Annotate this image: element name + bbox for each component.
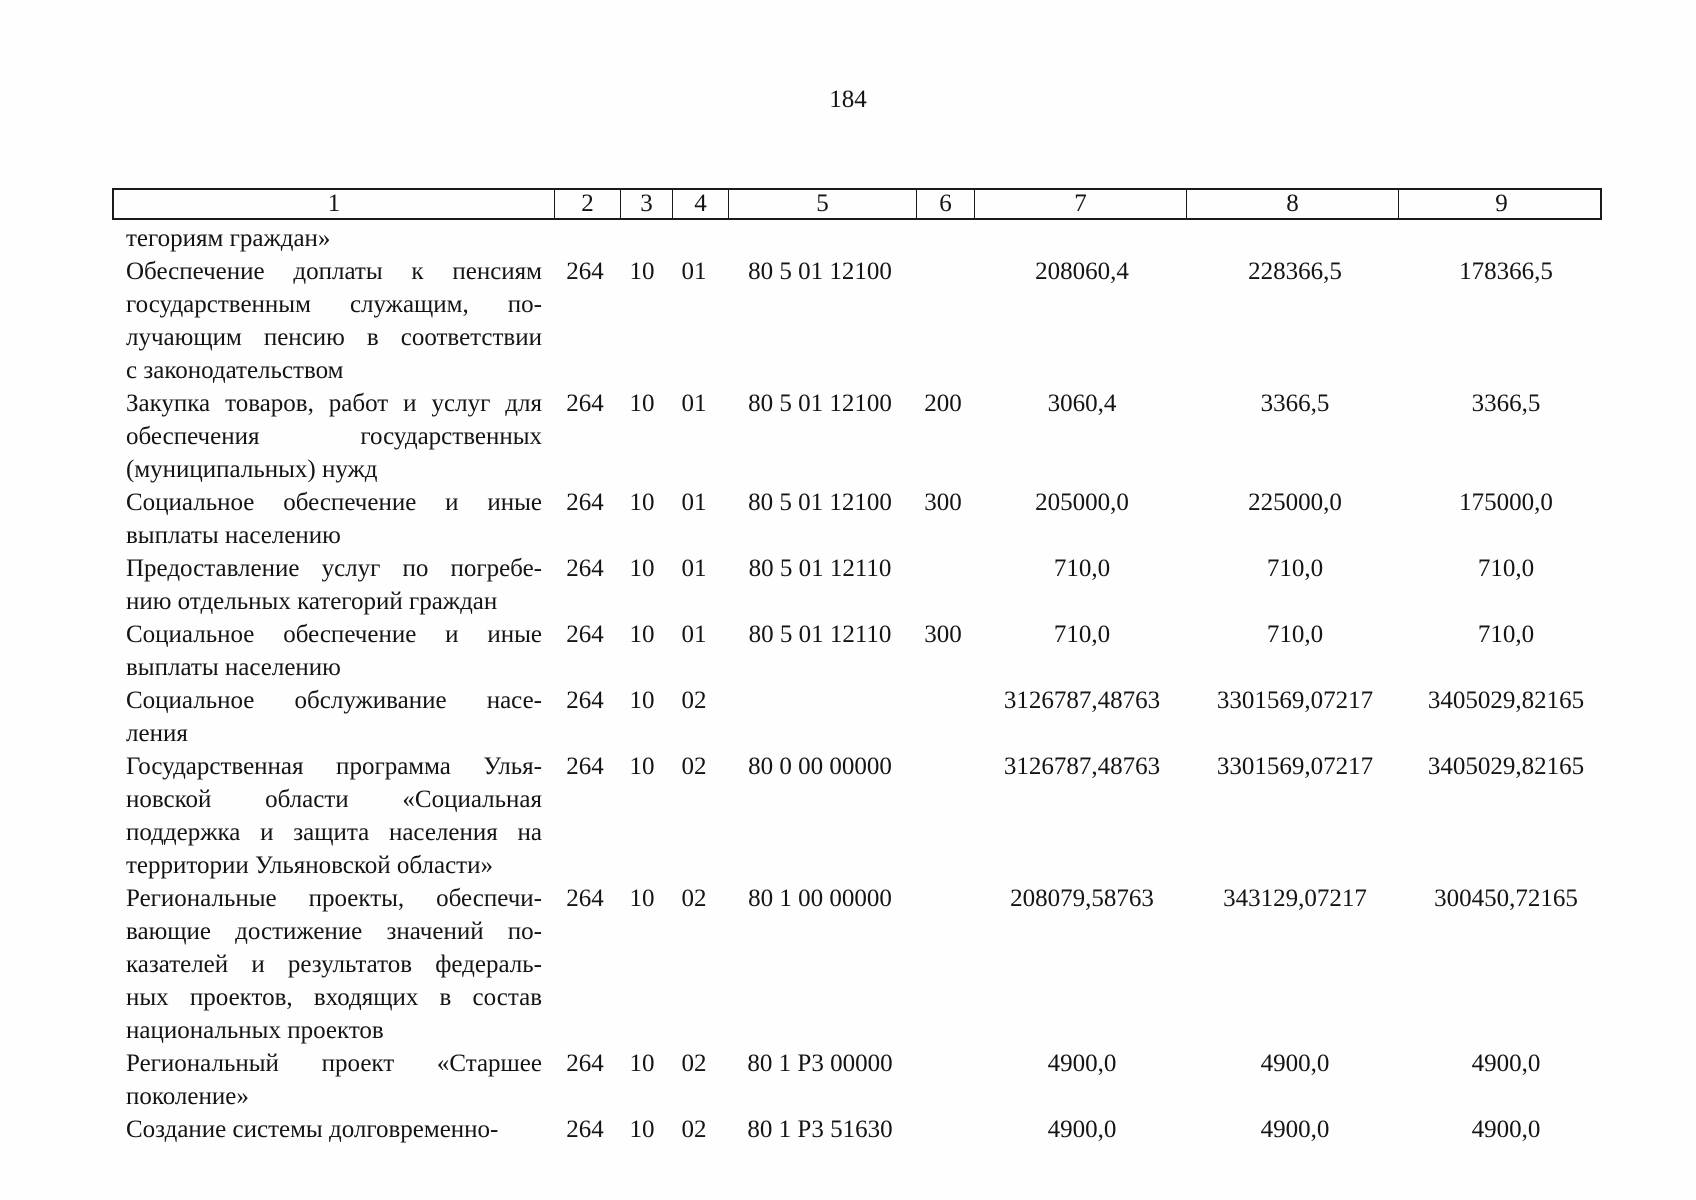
- row-cell-col-2: 264: [566, 390, 604, 417]
- row-cell-col-2: 264: [566, 555, 604, 582]
- row-cell-col-6: 200: [924, 390, 962, 417]
- row-description-line: тегориям граждан»: [126, 225, 331, 252]
- row-cell-col-2: 264: [566, 621, 604, 648]
- column-header-9: 9: [1398, 190, 1604, 218]
- row-cell-col-4: 01: [681, 258, 707, 285]
- row-cell-col-3: 10: [629, 258, 655, 285]
- row-cell-col-9: 300450,72165: [1434, 885, 1578, 912]
- row-cell-col-9: 4900,0: [1471, 1116, 1541, 1143]
- row-description-line: Создание системы долговременно-: [126, 1116, 499, 1143]
- row-description-line: Обеспечение доплаты к пенсиям: [126, 258, 542, 285]
- row-cell-col-2: 264: [566, 489, 604, 516]
- row-cell-col-4: 01: [681, 390, 707, 417]
- column-header-7: 7: [974, 190, 1186, 218]
- column-header-3: 3: [620, 190, 672, 218]
- row-cell-col-8: 4900,0: [1260, 1050, 1330, 1077]
- row-cell-col-3: 10: [629, 489, 655, 516]
- row-cell-col-8: 228366,5: [1248, 258, 1342, 285]
- row-description-line: ных проектов, входящих в состав: [126, 984, 542, 1011]
- row-description-line: (муниципальных) нужд: [126, 456, 378, 483]
- row-cell-col-7: 3060,4: [1047, 390, 1117, 417]
- row-description-line: выплаты населению: [126, 522, 341, 549]
- row-cell-col-4: 01: [681, 555, 707, 582]
- table-header-row: [112, 188, 1602, 220]
- row-cell-col-5: 80 5 01 12100: [748, 258, 892, 285]
- row-cell-col-8: 710,0: [1266, 555, 1324, 582]
- row-cell-col-5: 80 5 01 12100: [748, 390, 892, 417]
- row-description-line: Государственная программа Улья-: [126, 753, 542, 780]
- row-cell-col-3: 10: [629, 1050, 655, 1077]
- row-cell-col-5: 80 5 01 12100: [748, 489, 892, 516]
- row-cell-col-7: 710,0: [1053, 555, 1111, 582]
- row-description-line: Предоставление услуг по погребе-: [126, 555, 542, 582]
- row-cell-col-4: 02: [681, 1050, 707, 1077]
- row-description-line: выплаты населению: [126, 654, 341, 681]
- row-description-line: Закупка товаров, работ и услуг для: [126, 390, 542, 417]
- column-header-4: 4: [672, 190, 728, 218]
- row-description-line: Социальное обеспечение и иные: [126, 621, 542, 648]
- row-cell-col-3: 10: [629, 621, 655, 648]
- row-cell-col-7: 710,0: [1053, 621, 1111, 648]
- row-cell-col-3: 10: [629, 555, 655, 582]
- row-description-line: Региональный проект «Старшее: [126, 1050, 542, 1077]
- row-cell-col-9: 175000,0: [1459, 489, 1553, 516]
- row-description-line: нию отдельных категорий граждан: [126, 588, 498, 615]
- row-cell-col-2: 264: [566, 1050, 604, 1077]
- row-cell-col-9: 3366,5: [1471, 390, 1541, 417]
- row-cell-col-7: 205000,0: [1035, 489, 1129, 516]
- row-cell-col-8: 3301569,07217: [1216, 687, 1374, 714]
- row-description-line: национальных проектов: [126, 1017, 384, 1044]
- row-cell-col-9: 3405029,82165: [1427, 687, 1585, 714]
- row-cell-col-3: 10: [629, 885, 655, 912]
- row-cell-col-4: 02: [681, 753, 707, 780]
- row-cell-col-7: 3126787,48763: [1003, 687, 1161, 714]
- row-cell-col-3: 10: [629, 687, 655, 714]
- row-cell-col-9: 710,0: [1477, 621, 1535, 648]
- row-description-line: Социальное обслуживание насе-: [126, 687, 542, 714]
- row-cell-col-7: 208060,4: [1035, 258, 1129, 285]
- column-header-2: 2: [554, 190, 620, 218]
- row-description-line: обеспечения государственных: [126, 423, 542, 450]
- row-cell-col-7: 3126787,48763: [1003, 753, 1161, 780]
- row-cell-col-4: 02: [681, 885, 707, 912]
- row-cell-col-3: 10: [629, 390, 655, 417]
- row-cell-col-4: 02: [681, 1116, 707, 1143]
- row-cell-col-4: 01: [681, 621, 707, 648]
- row-cell-col-7: 208079,58763: [1010, 885, 1154, 912]
- row-cell-col-4: 02: [681, 687, 707, 714]
- row-cell-col-4: 01: [681, 489, 707, 516]
- row-description-line: поколение»: [126, 1083, 249, 1110]
- column-header-8: 8: [1186, 190, 1398, 218]
- row-cell-col-5: 80 0 00 00000: [748, 753, 892, 780]
- row-description-line: вающие достижение значений по-: [126, 918, 542, 945]
- row-cell-col-2: 264: [566, 1116, 604, 1143]
- row-cell-col-8: 710,0: [1266, 621, 1324, 648]
- page-number: 184: [829, 86, 867, 113]
- row-cell-col-3: 10: [629, 1116, 655, 1143]
- row-description-line: с законодательством: [126, 357, 344, 384]
- row-cell-col-6: 300: [924, 489, 962, 516]
- row-cell-col-3: 10: [629, 753, 655, 780]
- row-description-line: Региональные проекты, обеспечи-: [126, 885, 542, 912]
- row-description-line: казателей и результатов федераль-: [126, 951, 542, 978]
- row-cell-col-7: 4900,0: [1047, 1050, 1117, 1077]
- row-description-line: новской области «Социальная: [126, 786, 542, 813]
- row-cell-col-8: 3366,5: [1260, 390, 1330, 417]
- row-description-line: поддержка и защита населения на: [126, 819, 542, 846]
- row-cell-col-7: 4900,0: [1047, 1116, 1117, 1143]
- row-cell-col-9: 178366,5: [1459, 258, 1553, 285]
- row-cell-col-5: 80 1 Р3 00000: [747, 1050, 893, 1077]
- row-cell-col-9: 3405029,82165: [1427, 753, 1585, 780]
- row-cell-col-8: 225000,0: [1248, 489, 1342, 516]
- column-header-1: 1: [327, 190, 341, 217]
- row-cell-col-5: 80 5 01 12110: [748, 555, 892, 582]
- row-cell-col-2: 264: [566, 258, 604, 285]
- row-description-line: государственным служащим, по-: [126, 291, 542, 318]
- row-cell-col-5: 80 1 00 00000: [748, 885, 892, 912]
- column-header-5: 5: [728, 190, 916, 218]
- row-cell-col-9: 710,0: [1477, 555, 1535, 582]
- row-cell-col-2: 264: [566, 687, 604, 714]
- row-cell-col-9: 4900,0: [1471, 1050, 1541, 1077]
- row-cell-col-8: 4900,0: [1260, 1116, 1330, 1143]
- row-cell-col-5: 80 5 01 12110: [748, 621, 892, 648]
- row-cell-col-6: 300: [924, 621, 962, 648]
- row-cell-col-8: 343129,07217: [1223, 885, 1367, 912]
- row-description-line: территории Ульяновской области»: [126, 852, 493, 879]
- row-cell-col-2: 264: [566, 885, 604, 912]
- row-cell-col-8: 3301569,07217: [1216, 753, 1374, 780]
- row-description-line: лучающим пенсию в соответствии: [126, 324, 542, 351]
- row-description-line: ления: [126, 720, 188, 747]
- row-description-line: Социальное обеспечение и иные: [126, 489, 542, 516]
- column-header-6: 6: [916, 190, 974, 218]
- row-cell-col-2: 264: [566, 753, 604, 780]
- row-cell-col-5: 80 1 Р3 51630: [747, 1116, 893, 1143]
